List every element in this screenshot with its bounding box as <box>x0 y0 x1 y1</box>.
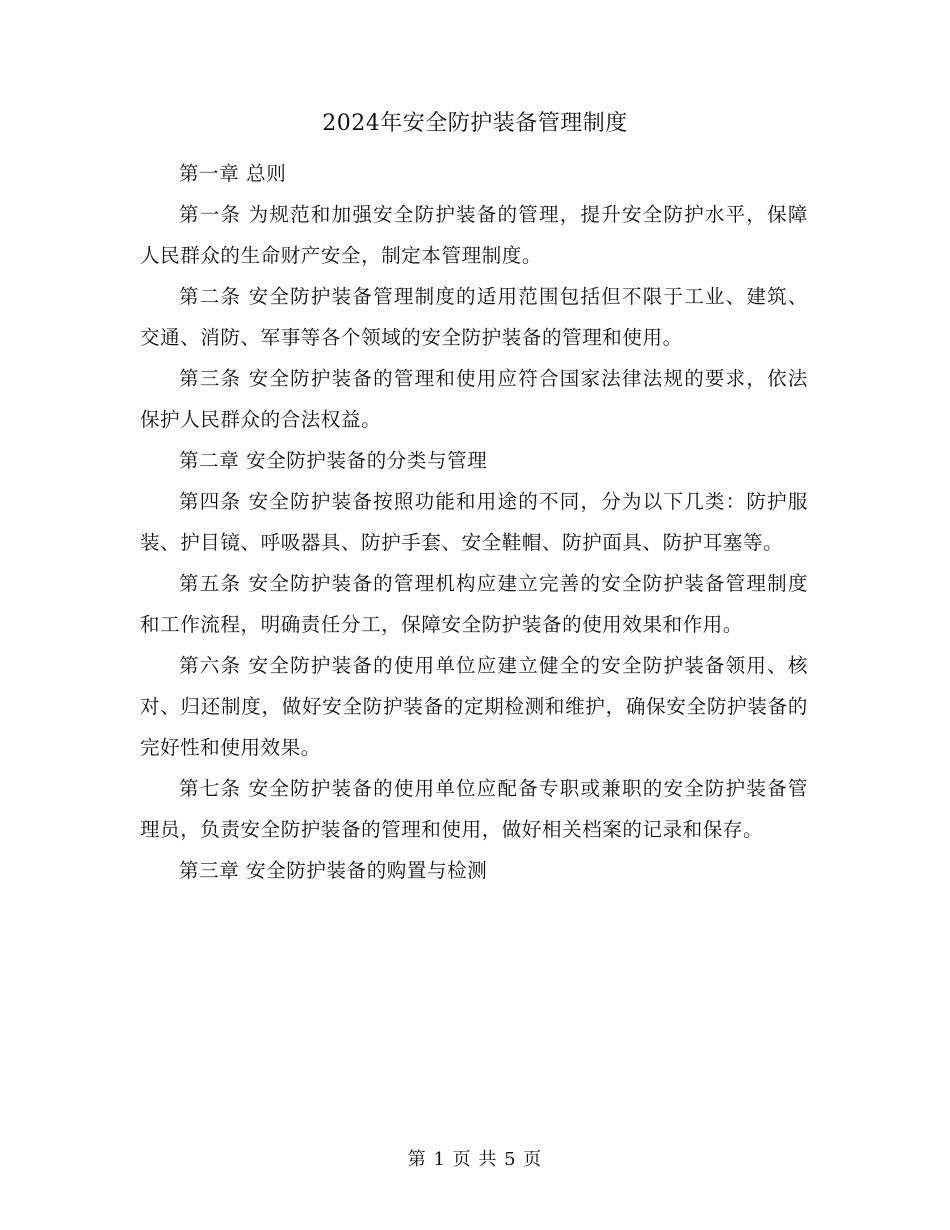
chapter-heading-2: 第二章 安全防护装备的分类与管理 <box>179 449 488 472</box>
page-footer: 第 1 页 共 5 页 <box>407 1149 543 1170</box>
article-4: 第四条 安全防护装备按照功能和用途的不同，分为以下几类：防护服装、护目镜、呼吸器具、防护手套、安全鞋帽、防护面具、防护耳塞等。 <box>140 490 808 554</box>
article-2: 第二条 安全防护装备管理制度的适用范围包括但不限于工业、建筑、交通、消防、军事等各个领域的安全防护装备的管理和使用。 <box>140 285 808 349</box>
article-1: 第一条 为规范和加强安全防护装备的管理，提升安全防护水平，保障人民群众的生命财产安全，制定本管理制度。 <box>140 203 808 267</box>
article-5: 第五条 安全防护装备的管理机构应建立完善的安全防护装备管理制度和工作流程，明确责任分工，保障安全防护装备的使用效果和作用。 <box>140 572 808 636</box>
article-3: 第三条 安全防护装备的管理和使用应符合国家法律法规的要求，依法保护人民群众的合法权益。 <box>140 367 808 431</box>
chapter-heading-3: 第三章 安全防护装备的购置与检测 <box>179 859 488 882</box>
document-body <box>140 153 808 891</box>
document-title: 2024年安全防护装备管理制度 <box>322 111 628 136</box>
article-6: 第六条 安全防护装备的使用单位应建立健全的安全防护装备领用、核对、归还制度，做好安全防护装备的定期检测和维护，确保安全防护装备的完好性和使用效果。 <box>140 654 808 759</box>
chapter-heading-1: 第一章 总则 <box>179 162 287 185</box>
article-7: 第七条 安全防护装备的使用单位应配备专职或兼职的安全防护装备管理员，负责安全防护装备的管理和使用，做好相关档案的记录和保存。 <box>140 777 808 841</box>
